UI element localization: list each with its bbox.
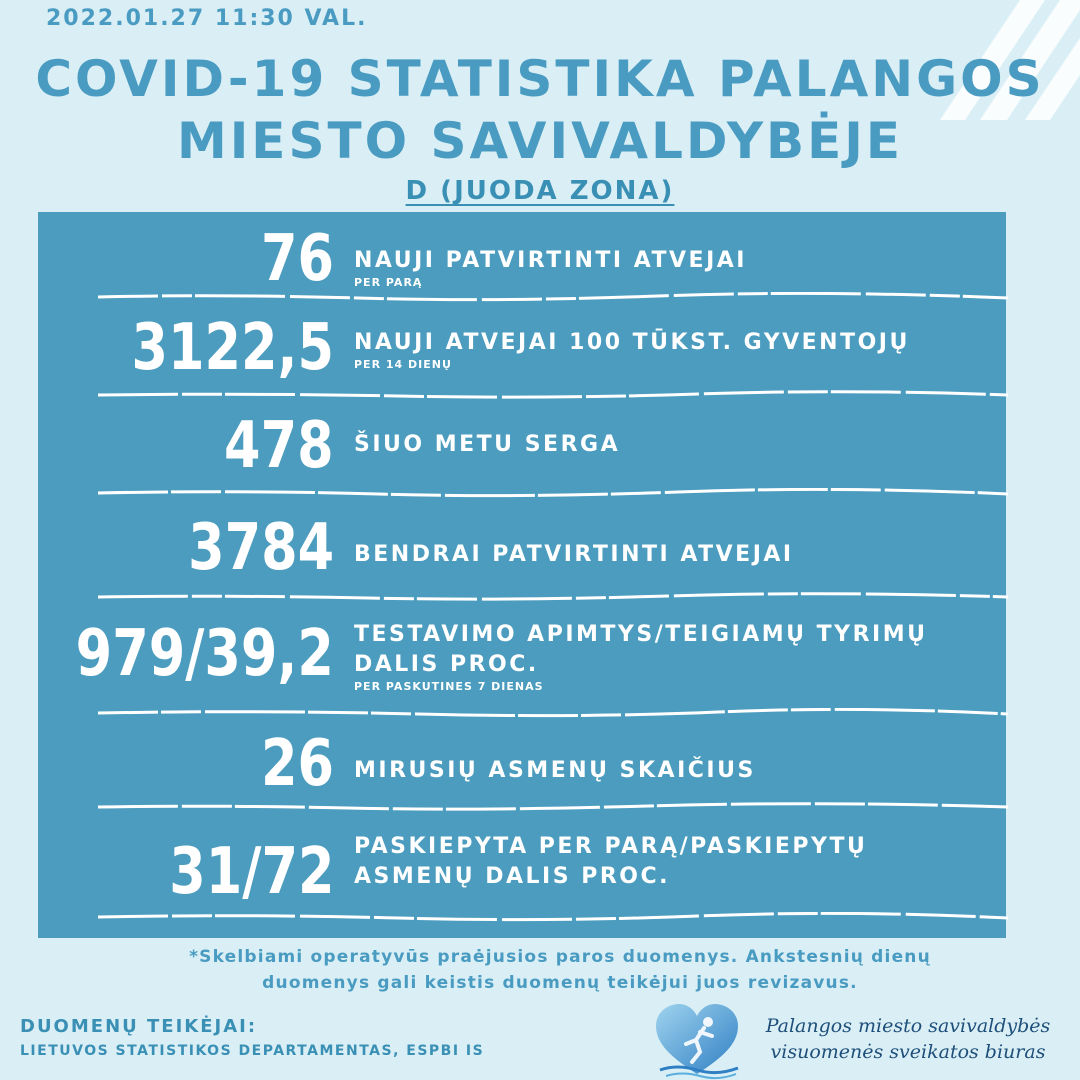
stat-label-line-2: ASMENŲ DALIS PROC. (354, 864, 670, 889)
stat-sublabel: PER 14 DIENŲ (354, 358, 452, 371)
stat-value: 478 (224, 409, 334, 483)
stat-row-testing (38, 612, 1006, 712)
page-title (0, 48, 1080, 172)
date-time: 2022.01.27 11:30 VAL. (46, 6, 368, 31)
divider-line (98, 390, 1008, 400)
stat-row-new-cases (38, 224, 1006, 294)
stat-label: ŠIUO METU SERGA (354, 432, 621, 457)
stat-row-vaccination (38, 824, 1006, 914)
providers-body: LIETUVOS STATISTIKOS DEPARTAMENTAS, ESPBI IS (20, 1043, 485, 1059)
organization-line-1: Palangos miesto savivaldybės (765, 1015, 1051, 1037)
organization-name (748, 1013, 1068, 1065)
stat-label: NAUJI ATVEJAI 100 TŪKST. GYVENTOJŲ (354, 330, 910, 355)
title-line-1: COVID-19 STATISTIKA PALANGOS (35, 50, 1045, 108)
divider-line (98, 488, 1008, 498)
stat-label: PASKIEPYTA PER PARĄ/PASKIEPYTŲ (354, 834, 868, 859)
stats-panel (38, 212, 1006, 938)
stat-label-line-2: DALIS PROC. (354, 652, 539, 677)
stat-value: 31/72 (168, 835, 334, 909)
stat-label: BENDRAI PATVIRTINTI ATVEJAI (354, 542, 794, 567)
divider-line (98, 592, 1008, 602)
stat-value: 76 (260, 222, 334, 296)
stat-row-total-cases (38, 510, 1006, 590)
stat-sublabel: PER PASKUTINES 7 DIENAS (354, 680, 544, 693)
stat-row-deaths (38, 726, 1006, 802)
divider-line (98, 802, 1008, 812)
stat-label: NAUJI PATVIRTINTI ATVEJAI (354, 248, 747, 273)
organization-line-2: visuomenės sveikatos biuras (770, 1041, 1046, 1063)
title-line-2: MIESTO SAVIVALDYBĖJE (176, 112, 904, 170)
stat-label: MIRUSIŲ ASMENŲ SKAIČIUS (354, 758, 756, 783)
providers-title: DUOMENŲ TEIKĖJAI: (20, 1016, 258, 1037)
stat-label: TESTAVIMO APIMTYS/TEIGIAMŲ TYRIMŲ (354, 622, 928, 647)
footnote (120, 944, 1000, 996)
data-providers (20, 1016, 484, 1059)
divider-line (98, 292, 1008, 302)
heart-runner-logo-icon (652, 1000, 742, 1080)
stat-value: 3784 (187, 511, 334, 585)
stat-row-incidence (38, 310, 1006, 390)
divider-line (98, 708, 1008, 718)
divider-line (98, 912, 1008, 922)
stat-value: 979/39,2 (75, 617, 334, 691)
stat-sublabel: PER PARĄ (354, 276, 423, 289)
zone-label: D (JUODA ZONA) (405, 176, 675, 206)
stat-value: 3122,5 (131, 311, 334, 385)
stat-row-currently-ill (38, 408, 1006, 484)
footnote-line-1: *Skelbiami operatyvūs praėjusios paros duomenys. Ankstesnių dienų (189, 947, 931, 967)
footnote-line-2: duomenys gali keistis duomenų teikėjui juos revizavus. (262, 973, 858, 993)
stat-value: 26 (260, 727, 334, 801)
